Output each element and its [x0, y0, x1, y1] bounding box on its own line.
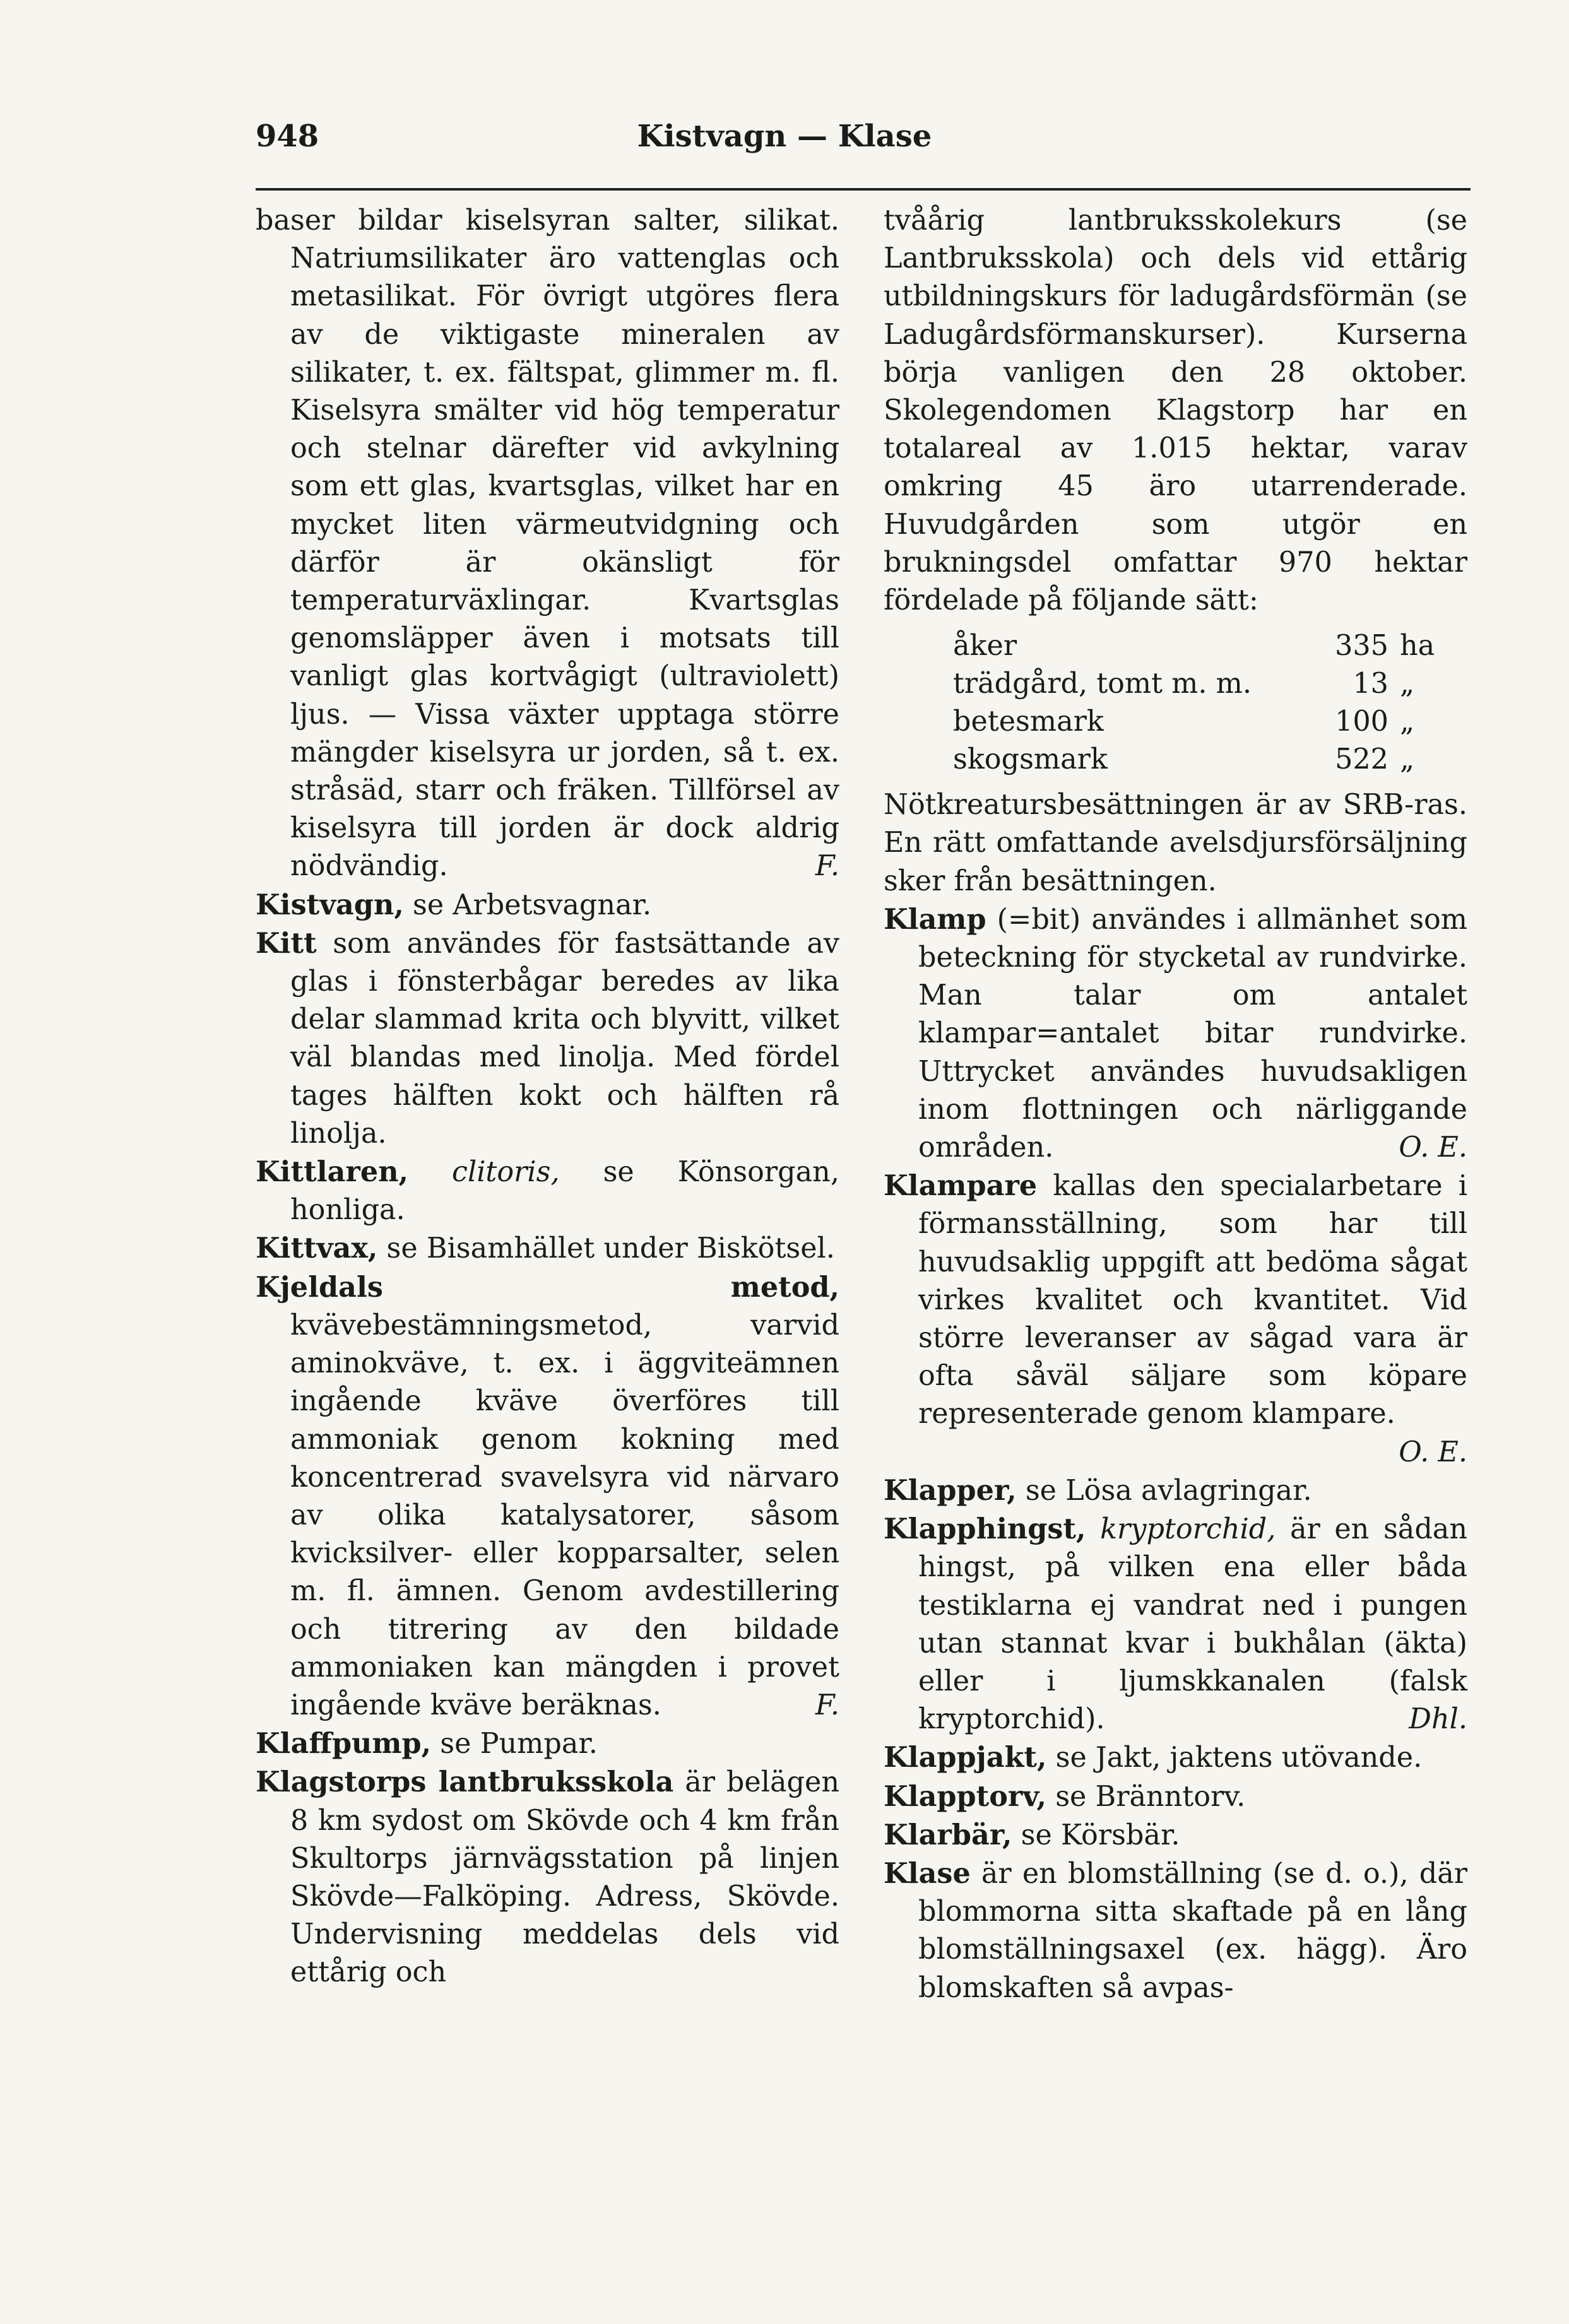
land-value: 522 — [1335, 743, 1388, 776]
entry-klapptorv — [884, 1778, 1467, 1816]
entry-text: se Bisamhället under Biskötsel. — [377, 1232, 835, 1265]
land-unit: „ — [1400, 705, 1415, 738]
land-label: betesmark — [953, 705, 1104, 738]
entry-headword: Klapptorv, — [884, 1779, 1047, 1813]
entry-klase — [884, 1855, 1467, 2007]
entry-text: (=bit) användes i allmänhet som beteckning för stycketal av rundvirke. Man talar om antalet klampar=antalet bitar rundvirke. Uttrycket användes huvudsakligen inom flottningen och närliggande områden. — [918, 903, 1467, 1164]
entry-headword: Kitt — [256, 926, 317, 960]
entry-text: se Lösa avlagringar. — [1016, 1474, 1312, 1507]
entry-klampare — [884, 1167, 1467, 1472]
entry-headword: Klase — [884, 1856, 971, 1890]
running-head: Kistvagn — Klase — [637, 119, 932, 154]
entry-text: Nötkreatursbesättningen är av SRB-ras. En rätt omfattande avelsdjursförsäljning sker från besättningen. — [884, 789, 1467, 897]
entry-klapper — [884, 1472, 1467, 1510]
entry-latin-term: kryptorchid, — [1086, 1513, 1276, 1546]
entry-headword: Klarbär, — [884, 1818, 1012, 1851]
entry-headword: Klampare — [884, 1169, 1038, 1203]
table-row — [953, 665, 1457, 703]
entry-klarbar — [884, 1816, 1467, 1855]
entry-text: baser bildar kiselsyran salter, silikat. Natriumsilikater äro vattenglas och metasilikat. För övrigt utgöres flera av de viktigaste mineralen av silikater, t. ex. fältspat, glimmer m. fl. Kiselsyra smälter vid hög temperatur och stelnar därefter vid avkylning som ett glas, kvartsglas, vilket har en mycket liten värmeutvidgning och därför är okänsligt för temperaturväxlingar. Kvartsglas genomsläpper även i motsats till vanligt glas kortvågigt (ultraviolett) ljus. — Vissa växter upptaga större mängder kiselsyra ur jorden, så t. ex. stråsäd, starr och fräken. Tillförsel av kiselsyra till jorden är dock aldrig nödvändig. — [256, 204, 839, 883]
right-column — [884, 202, 1467, 2007]
entry-text: är belägen 8 km sydost om Skövde och 4 km från Skultorps järnvägsstation på linjen Skövde—Falköping. Adress, Skövde. Undervisning meddelas dels vid ettårig och — [290, 1766, 839, 1989]
entry-text: se Könsorgan, honliga. — [290, 1156, 839, 1227]
land-value: 335 — [1335, 630, 1388, 663]
entry-text: kvävebestämningsmetod, varvid aminokväve, t. ex. i äggviteämnen ingående kväve överföres till ammoniak genom kokning med koncentrerad svavelsyra vid närvaro av olika katalysatorer, såsom kvicksilver- eller kopparsalter, selen m. fl. ämnen. Genom avdestillering och titrering av den bildade ammoniaken kan mängden i provet ingående kväve beräknas. — [290, 1309, 839, 1721]
table-row — [953, 627, 1457, 665]
entry-headword: Klamp — [884, 902, 986, 936]
entry-text: se Arbetsvagnar. — [403, 888, 652, 921]
entry-continuation-nötkreatur — [884, 786, 1467, 900]
entry-headword: Klapphingst, — [884, 1513, 1086, 1546]
entry-klappjakt — [884, 1738, 1467, 1777]
land-unit: „ — [1400, 668, 1415, 700]
entry-headword: Klaffpump, — [256, 1727, 432, 1761]
land-unit: „ — [1400, 743, 1415, 776]
entry-text: kallas den specialarbetare i förmansställning, som har till huvudsaklig uppgift att bedöma sågat virkes kvalitet och kvantitet. Vid större leveranser av sågad vara är ofta såväl säljare som köpare representerade genom klampare. — [918, 1170, 1467, 1430]
entry-text: se Pumpar. — [431, 1728, 598, 1761]
entry-klagstorps-lantbruksskola — [256, 1763, 839, 1991]
entry-headword: Klapper, — [884, 1473, 1017, 1507]
land-label: åker — [953, 630, 1017, 663]
entry-text: se Körsbär. — [1012, 1819, 1180, 1851]
entry-continuation-kiselsyra — [256, 202, 839, 886]
land-unit: ha — [1400, 630, 1435, 663]
author-signature: F. — [815, 1689, 839, 1721]
table-row — [953, 741, 1457, 779]
land-value: 13 — [1353, 668, 1388, 700]
entry-headword: Klagstorps lantbruksskola — [256, 1766, 674, 1799]
page-number: 948 — [256, 119, 319, 154]
entry-text: se Bränntorv. — [1046, 1780, 1246, 1813]
entry-kitt — [256, 924, 839, 1153]
entry-klapphingst — [884, 1510, 1467, 1738]
author-signature: F. — [815, 850, 839, 883]
entry-headword: Kittlaren, — [256, 1155, 409, 1189]
entry-continuation-klagstorp — [884, 202, 1467, 620]
entry-text: är en blomställning (se d. o.), där blommorna sitta skaftade på en lång blomställningsaxel (ex. hägg). Äro blomskaften så avpas- — [918, 1857, 1467, 2004]
entry-text: tvåårig lantbruksskolekurs (se Lantbruksskola) och dels vid ettårig utbildningskurs för ladugårdsförmän (se Ladugårdsförmanskurser). Kurserna börja vanligen den 28 oktober. Skolegendomen Klagstorp har en totalareal av 1.015 hektar, varav omkring 45 äro utarrenderade. Huvudgården som utgör en brukningsdel omfattar 970 hektar fördelade på följande sätt: — [884, 204, 1467, 617]
entry-kjeldals-metod — [256, 1268, 839, 1725]
entry-text: som användes för fastsättande av glas i fönsterbågar beredes av lika delar slammad krita och blyvitt, vilket väl blandas med linolja. Med fördel tages hälften kokt och hälften rå linolja. — [290, 927, 839, 1150]
author-signature: O. E. — [1399, 1131, 1467, 1164]
land-label: trädgård, tomt m. m. — [953, 668, 1252, 700]
author-signature: Dhl. — [1409, 1703, 1467, 1736]
entry-headword: Kjeldals metod, — [256, 1270, 839, 1304]
entry-kistvagn — [256, 886, 839, 924]
land-use-table — [953, 627, 1457, 779]
land-value: 100 — [1335, 705, 1388, 738]
entry-kittvax — [256, 1229, 839, 1268]
entry-text: se Jakt, jaktens utövande. — [1046, 1742, 1423, 1774]
header-rule — [256, 188, 1471, 191]
entry-headword: Klappjakt, — [884, 1741, 1047, 1774]
entry-latin-term: clitoris, — [408, 1156, 560, 1189]
author-signature: O. E. — [1399, 1436, 1467, 1468]
entry-headword: Kistvagn, — [256, 888, 404, 921]
entry-headword: Kittvax, — [256, 1232, 378, 1265]
table-row — [953, 703, 1457, 741]
land-label: skogsmark — [953, 743, 1108, 776]
entry-klamp — [884, 900, 1467, 1167]
left-column — [256, 202, 839, 1992]
entry-klaffpump — [256, 1725, 839, 1763]
entry-kittlaren — [256, 1153, 839, 1229]
entry-text: är en sådan hingst, på vilken ena eller båda testiklarna ej vandrat ned i pungen utan stannat kvar i bukhålan (äkta) eller i ljumskkanalen (falsk kryptorchid). — [918, 1513, 1467, 1736]
